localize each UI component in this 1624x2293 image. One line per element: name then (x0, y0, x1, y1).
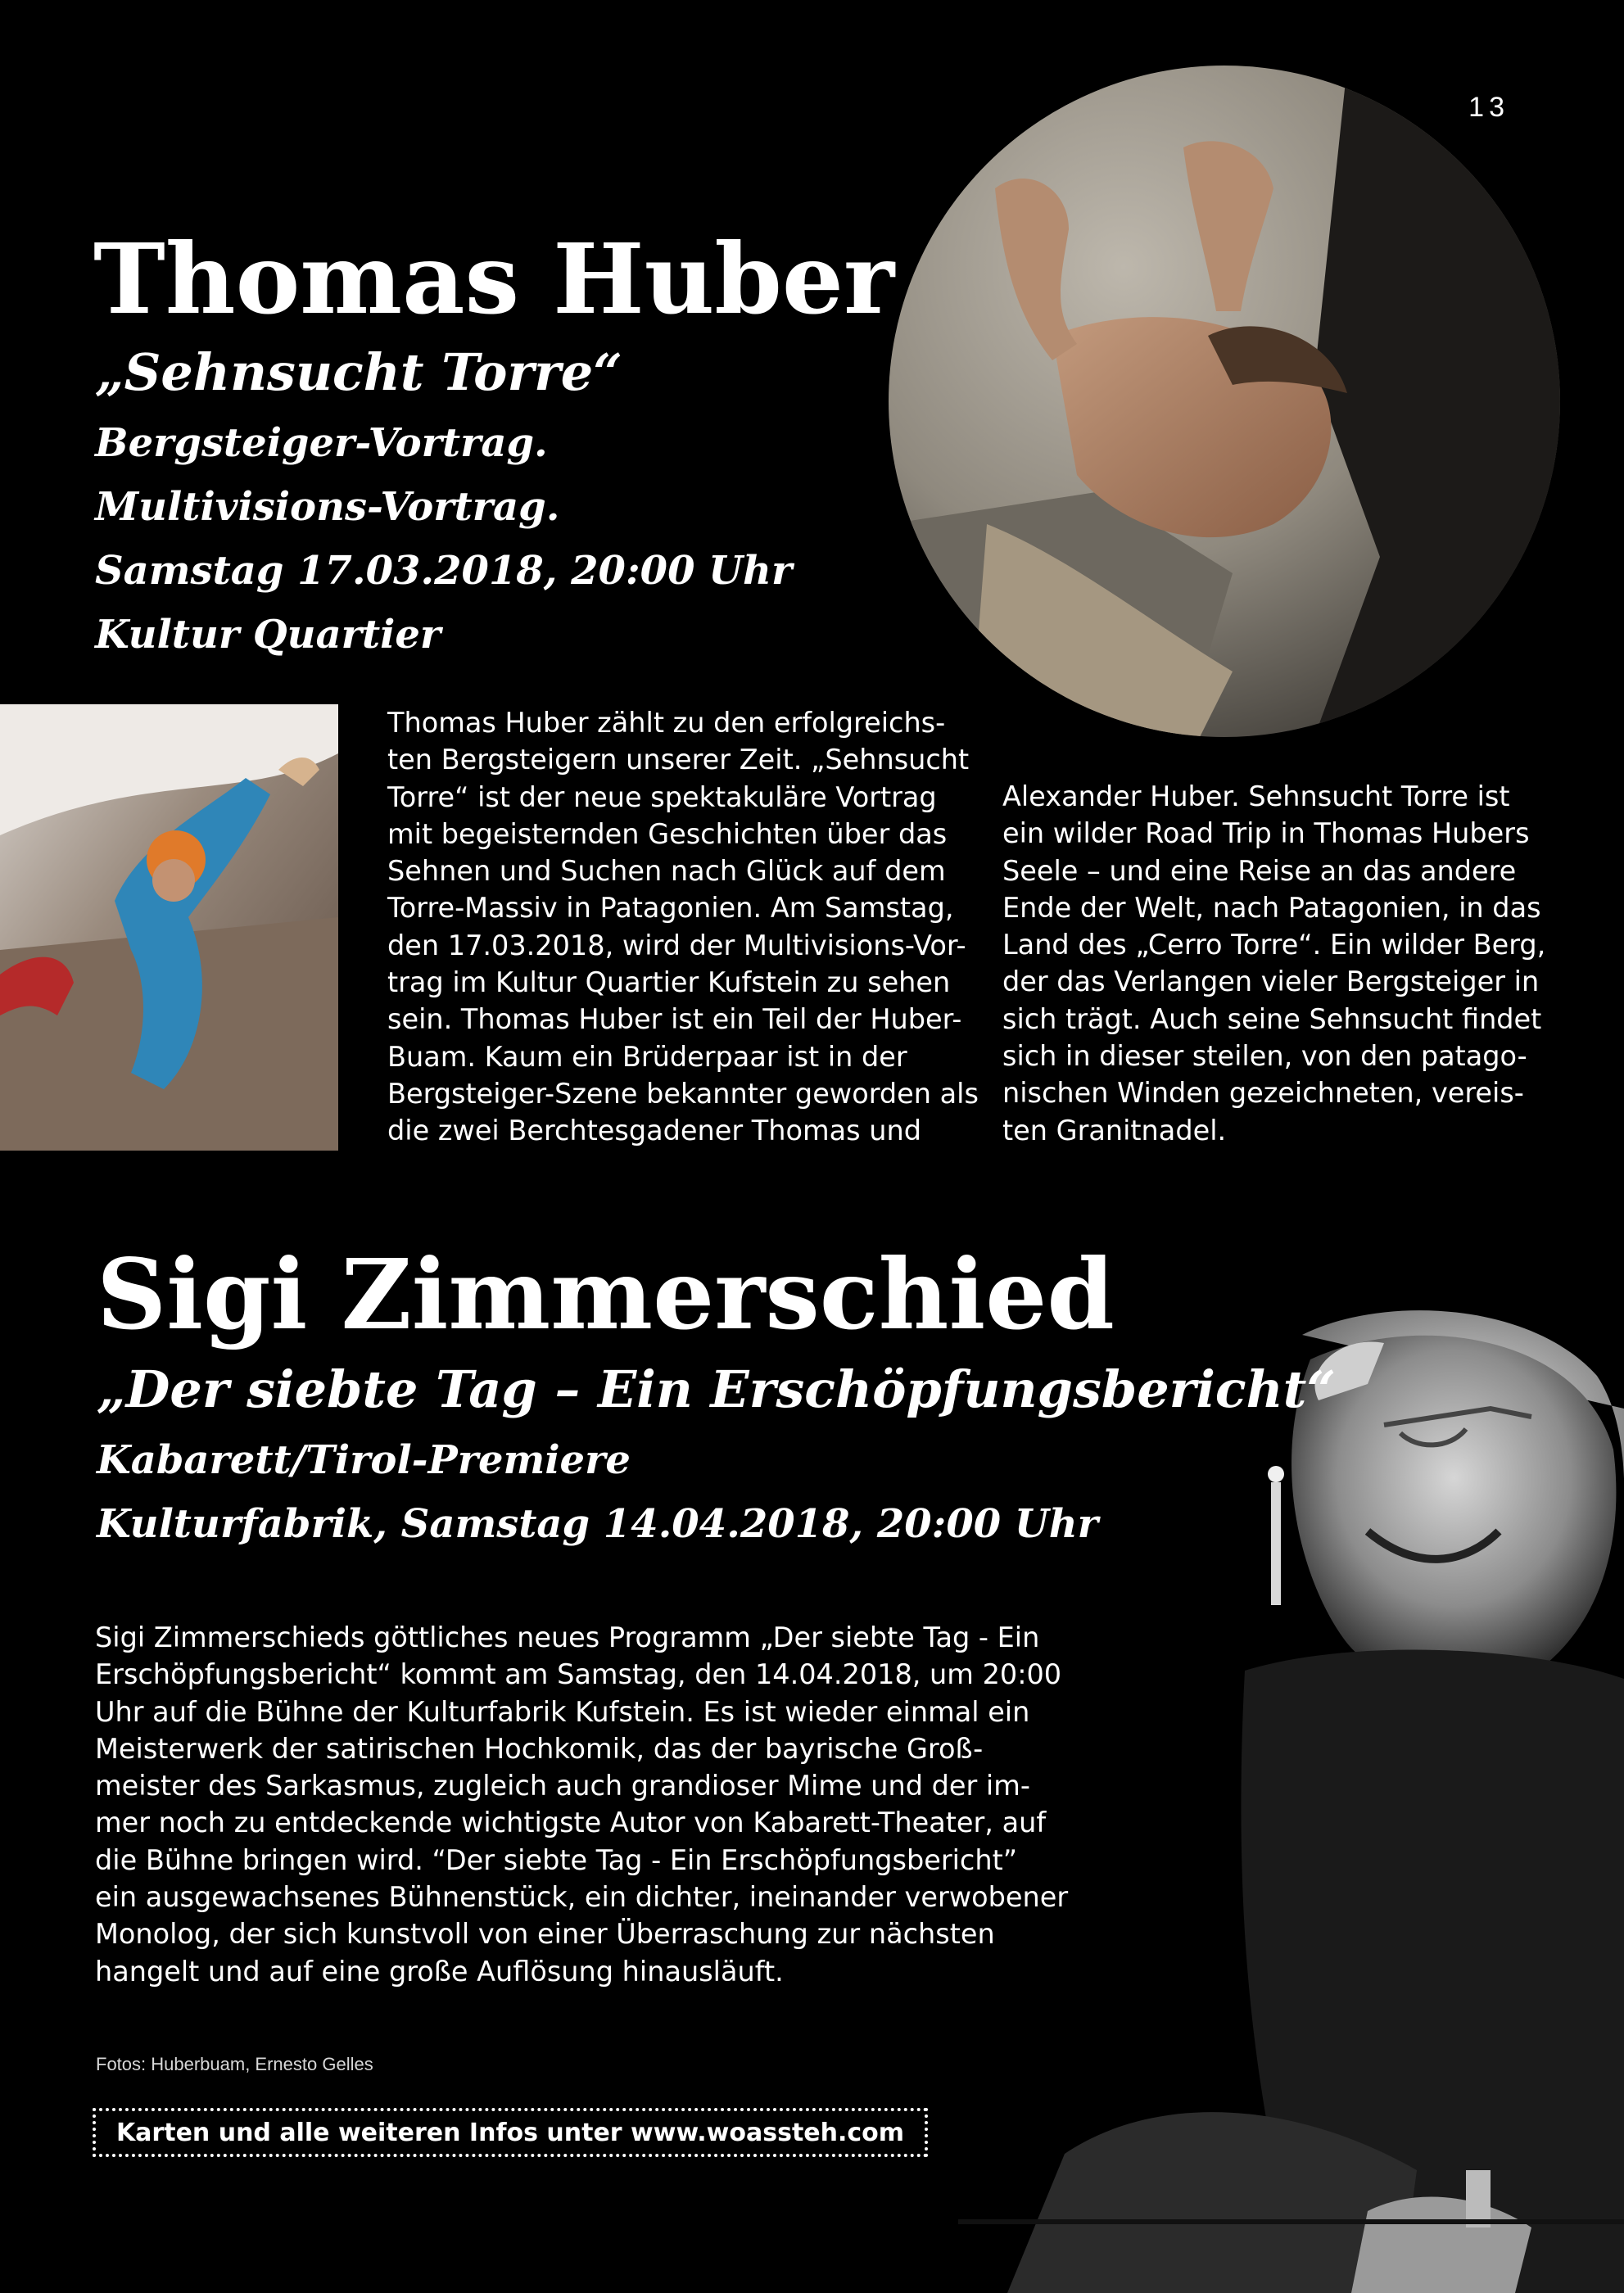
body-line: den 17.03.2018, wird der Multivisions-Vor- (387, 929, 966, 961)
body-line: Buam. Kaum ein Brüderpaar ist in der (387, 1040, 907, 1073)
event-meta-thomas-huber (95, 411, 792, 667)
climber-wall-photo (0, 704, 338, 1151)
body-line: Meisterwerk der satirischen Hochkomik, das der bayrische Groß- (95, 1732, 984, 1765)
event-meta-line: Samstag 17.03.2018, 20:00 Uhr (95, 548, 793, 594)
body-line: Uhr auf die Bühne der Kulturfabrik Kufstein. Es ist wieder einmal ein (95, 1695, 1030, 1728)
body-line: Monolog, der sich kunstvoll von einer Überraschung zur nächsten (95, 1918, 995, 1951)
body-line: Thomas Huber zählt zu den erfolgreichs- (387, 707, 946, 739)
body-line: der das Verlangen vieler Bergsteiger in (1002, 966, 1540, 998)
event-meta-sigi-zimmerschied (97, 1428, 1098, 1556)
event-meta-line: Bergsteiger-Vortrag. (95, 420, 548, 466)
body-line: ein wilder Road Trip in Thomas Hubers (1002, 817, 1530, 850)
event-subtitle-sehnsucht-torre: „Sehnsucht Torre“ (95, 342, 622, 402)
event-title-sigi-zimmerschied: Sigi Zimmerschied (97, 1237, 1115, 1351)
article-body-col2 (1002, 778, 1545, 1149)
event-meta-line: Kulturfabrik, Samstag 14.04.2018, 20:00 Uhr (97, 1501, 1098, 1547)
body-line: sich in dieser steilen, von den patago- (1002, 1040, 1527, 1073)
body-line: Ende der Welt, nach Patagonien, in das (1002, 891, 1541, 924)
body-line: hangelt und auf eine große Auflösung hinausläuft. (95, 1955, 784, 1988)
body-line: Torre“ ist der neue spektakuläre Vortrag (387, 780, 937, 813)
body-line: ten Granitnadel. (1002, 1114, 1227, 1146)
body-line: Land des „Cerro Torre“. Ein wilder Berg, (1002, 929, 1546, 961)
ticket-info-text: Karten und alle weiteren Infos unter www.woassteh.com (115, 2118, 905, 2147)
body-line: meister des Sarkasmus, zugleich auch grandioser Mime und der im- (95, 1770, 1030, 1802)
ticket-info-box (93, 2108, 928, 2157)
body-line: ein ausgewachsenes Bühnenstück, ein dichter, ineinander verwobener (95, 1881, 1069, 1914)
climber-portrait-photo (889, 66, 1560, 737)
body-line: ten Bergsteigern unserer Zeit. „Sehnsucht (387, 744, 970, 776)
body-line: mer noch zu entdeckende wichtigste Autor von Kabarett-Theater, auf (95, 1807, 1047, 1839)
body-line: Sehnen und Suchen nach Glück auf dem (387, 855, 946, 888)
article-body-col1 (387, 704, 979, 1150)
event-meta-line: Multivisions-Vortrag. (95, 484, 560, 530)
body-line: Alexander Huber. Sehnsucht Torre ist (1002, 780, 1510, 812)
body-line: mit begeisternden Geschichten über das (387, 817, 948, 850)
body-line: Torre-Massiv in Patagonien. Am Samstag, (387, 892, 954, 925)
body-line: Seele – und eine Reise an das andere (1002, 854, 1517, 887)
body-line: die zwei Berchtesgadener Thomas und (387, 1115, 921, 1147)
body-line: Erschöpfungsbericht“ kommt am Samstag, den 14.04.2018, um 20:00 (95, 1658, 1062, 1691)
photo-credits: Fotos: Huberbuam, Ernesto Gelles (96, 2054, 373, 2074)
event-meta-line: Kabarett/Tirol-Premiere (97, 1437, 631, 1483)
body-line: nischen Winden gezeichneten, vereis- (1002, 1077, 1524, 1110)
body-line: sein. Thomas Huber ist ein Teil der Huber- (387, 1003, 962, 1036)
body-line: Sigi Zimmerschieds göttliches neues Programm „Der siebte Tag - Ein (95, 1621, 1040, 1653)
event-title-thomas-huber: Thomas Huber (93, 222, 895, 336)
body-line: Bergsteiger-Szene bekannter geworden als (387, 1077, 979, 1110)
body-line: trag im Kultur Quartier Kufstein zu sehen (387, 966, 951, 999)
page-number: 13 (1468, 92, 1509, 123)
body-line: sich trägt. Auch seine Sehnsucht findet (1002, 1002, 1542, 1035)
body-line: die Bühne bringen wird. “Der siebte Tag - Ein Erschöpfungsbericht” (95, 1843, 1018, 1876)
event-subtitle-der-siebte-tag: „Der siebte Tag – Ein Erschöpfungsbericht“ (97, 1359, 1337, 1419)
event-meta-line: Kultur Quartier (95, 612, 441, 658)
article-body-sigi (95, 1619, 1068, 1990)
